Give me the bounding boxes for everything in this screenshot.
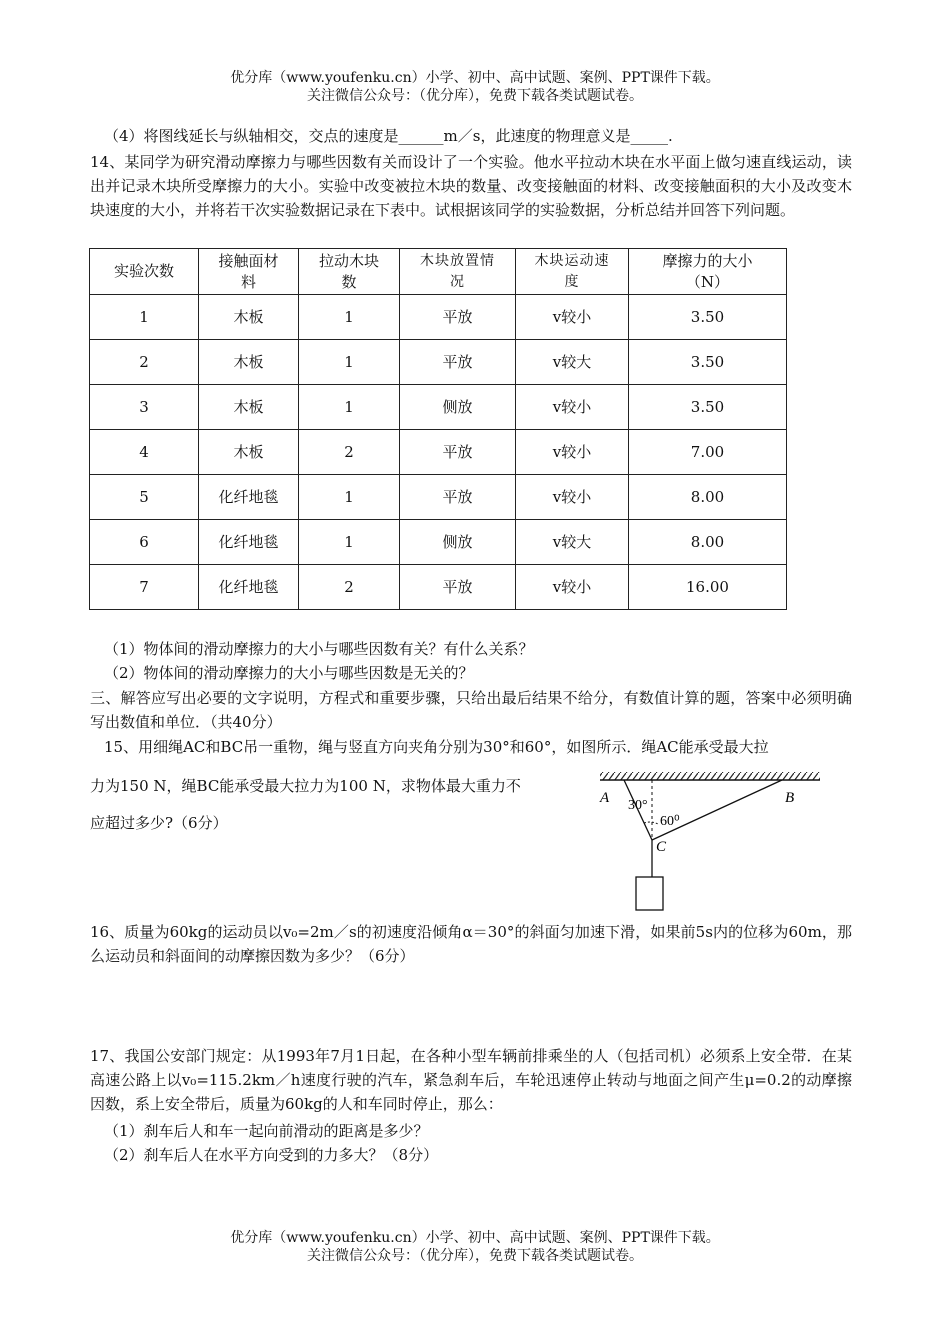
ceiling bbox=[600, 772, 820, 780]
angle-30-label: 30° bbox=[628, 798, 648, 813]
cell-placement: 平放 bbox=[400, 475, 516, 520]
cell-friction: 8.00 bbox=[629, 520, 787, 565]
cell-count: 1 bbox=[299, 520, 400, 565]
label-b: B bbox=[785, 790, 795, 806]
q14-question-2: （2）物体间的滑动摩擦力的大小与哪些因数是无关的？ bbox=[104, 664, 474, 682]
cell-surface: 木板 bbox=[199, 385, 299, 430]
cell-trial: 5 bbox=[90, 475, 199, 520]
cell-surface: 木板 bbox=[199, 295, 299, 340]
q17-text: 17、我国公安部门规定：从1993年7月1日起，在各种小型车辆前排乘坐的人（包括司机）必须系上安全带．在某高速公路上以v₀=115.2km／h速度行驶的汽车，紧急刹车后，车轮迅速停止转动与地面之间产生μ=0.2的动摩擦因数，系上安全带后，质量为60kg的人和车同时停止，那么： bbox=[90, 1047, 852, 1113]
cell-friction: 7.00 bbox=[629, 430, 787, 475]
q17-question-2: （2）刹车后人在水平方向受到的力多大？（8分） bbox=[104, 1146, 439, 1164]
cell-trial: 1 bbox=[90, 295, 199, 340]
experiment-table bbox=[89, 248, 787, 610]
cell-trial: 3 bbox=[90, 385, 199, 430]
cell-speed: v较小 bbox=[516, 475, 629, 520]
angle-60-label: 60⁰ bbox=[660, 814, 680, 829]
table-row bbox=[90, 430, 787, 475]
header-cell: 拉动木块数 bbox=[299, 249, 400, 295]
label-a: A bbox=[600, 790, 610, 806]
cell-speed: v较小 bbox=[516, 385, 629, 430]
cell-count: 2 bbox=[299, 565, 400, 610]
table-row bbox=[90, 340, 787, 385]
cell-surface: 木板 bbox=[199, 430, 299, 475]
rope-bc bbox=[652, 780, 782, 840]
cell-speed: v较大 bbox=[516, 520, 629, 565]
cell-trial: 7 bbox=[90, 565, 199, 610]
cell-surface: 化纤地毯 bbox=[199, 565, 299, 610]
page-header-line1: 优分库（www.youfenku.cn）小学、初中、高中试题、案例、PPT课件下载。 bbox=[230, 70, 720, 86]
cell-friction: 8.00 bbox=[629, 475, 787, 520]
q15-text-a: 15、用细绳AC和BC吊一重物，绳与竖直方向夹角分别为30°和60°，如图所示．绳AC能承受最大拉 bbox=[104, 738, 769, 756]
table-row bbox=[90, 520, 787, 565]
q14-intro: 14、某同学为研究滑动摩擦力与哪些因数有关而设计了一个实验。他水平拉动木块在水平面上做匀速直线运动，读出并记录木块所受摩擦力的大小。实验中改变被拉木块的数量、改变接触面的材料、改变接触面积的大小及改变木块速度的大小，并将若干次实验数据记录在下表中。试根据该同学的实验数据，分析总结并回答下列问题。 bbox=[90, 153, 852, 219]
cell-placement: 平放 bbox=[400, 295, 516, 340]
weight-block bbox=[636, 877, 663, 910]
cell-placement: 平放 bbox=[400, 430, 516, 475]
header-cell: 实验次数 bbox=[90, 249, 199, 295]
page-footer-line2: 关注微信公众号：（优分库），免费下载各类试题试卷。 bbox=[307, 1248, 643, 1264]
cell-speed: v较小 bbox=[516, 295, 629, 340]
cell-placement: 侧放 bbox=[400, 385, 516, 430]
cell-speed: v较小 bbox=[516, 565, 629, 610]
cell-count: 1 bbox=[299, 340, 400, 385]
cell-count: 1 bbox=[299, 385, 400, 430]
cell-trial: 4 bbox=[90, 430, 199, 475]
cell-surface: 木板 bbox=[199, 340, 299, 385]
q13-part4: （4）将图线延长与纵轴相交，交点的速度是______m／s，此速度的物理意义是_____. bbox=[104, 127, 673, 145]
table-row bbox=[90, 475, 787, 520]
cell-friction: 3.50 bbox=[629, 295, 787, 340]
q16-text: 16、质量为60kg的运动员以v₀=2m／s的初速度沿倾角α＝30°的斜面匀加速下滑，如果前5s内的位移为60m，那么运动员和斜面间的动摩擦因数为多少？（6分） bbox=[90, 923, 852, 965]
rope-diagram bbox=[590, 765, 830, 915]
cell-speed: v较大 bbox=[516, 340, 629, 385]
cell-friction: 3.50 bbox=[629, 340, 787, 385]
table-row bbox=[90, 565, 787, 610]
header-cell: 摩擦力的大小（N） bbox=[629, 249, 787, 295]
cell-friction: 3.50 bbox=[629, 385, 787, 430]
cell-count: 1 bbox=[299, 475, 400, 520]
angle-arc bbox=[644, 822, 658, 824]
section3-instructions: 三、解答应写出必要的文字说明，方程式和重要步骤，只给出最后结果不给分，有数值计算的题，答案中必须明确写出数值和单位．（共40分） bbox=[90, 689, 852, 731]
cell-count: 1 bbox=[299, 295, 400, 340]
cell-placement: 侧放 bbox=[400, 520, 516, 565]
cell-trial: 2 bbox=[90, 340, 199, 385]
cell-placement: 平放 bbox=[400, 340, 516, 385]
cell-friction: 16.00 bbox=[629, 565, 787, 610]
cell-count: 2 bbox=[299, 430, 400, 475]
cell-surface: 化纤地毯 bbox=[199, 520, 299, 565]
header-cell: 木块运动速度 bbox=[516, 249, 629, 295]
table-header-row bbox=[90, 249, 787, 295]
page-footer-line1: 优分库（www.youfenku.cn）小学、初中、高中试题、案例、PPT课件下载。 bbox=[230, 1230, 720, 1246]
q15-text-b: 力为150 N，绳BC能承受最大拉力为100 N，求物体最大重力不 bbox=[90, 777, 521, 795]
q14-question-1: （1）物体间的滑动摩擦力的大小与哪些因数有关？有什么关系？ bbox=[104, 640, 534, 658]
header-cell: 接触面材料 bbox=[199, 249, 299, 295]
page-header-line2: 关注微信公众号：（优分库），免费下载各类试题试卷。 bbox=[307, 88, 643, 104]
cell-speed: v较小 bbox=[516, 430, 629, 475]
table-row bbox=[90, 385, 787, 430]
cell-trial: 6 bbox=[90, 520, 199, 565]
label-c: C bbox=[656, 839, 667, 855]
q17-question-1: （1）刹车后人和车一起向前滑动的距离是多少？ bbox=[104, 1122, 429, 1140]
cell-surface: 化纤地毯 bbox=[199, 475, 299, 520]
header-cell: 木块放置情况 bbox=[400, 249, 516, 295]
table-row bbox=[90, 295, 787, 340]
q15-text-c: 应超过多少?（6分） bbox=[90, 814, 228, 832]
cell-placement: 平放 bbox=[400, 565, 516, 610]
